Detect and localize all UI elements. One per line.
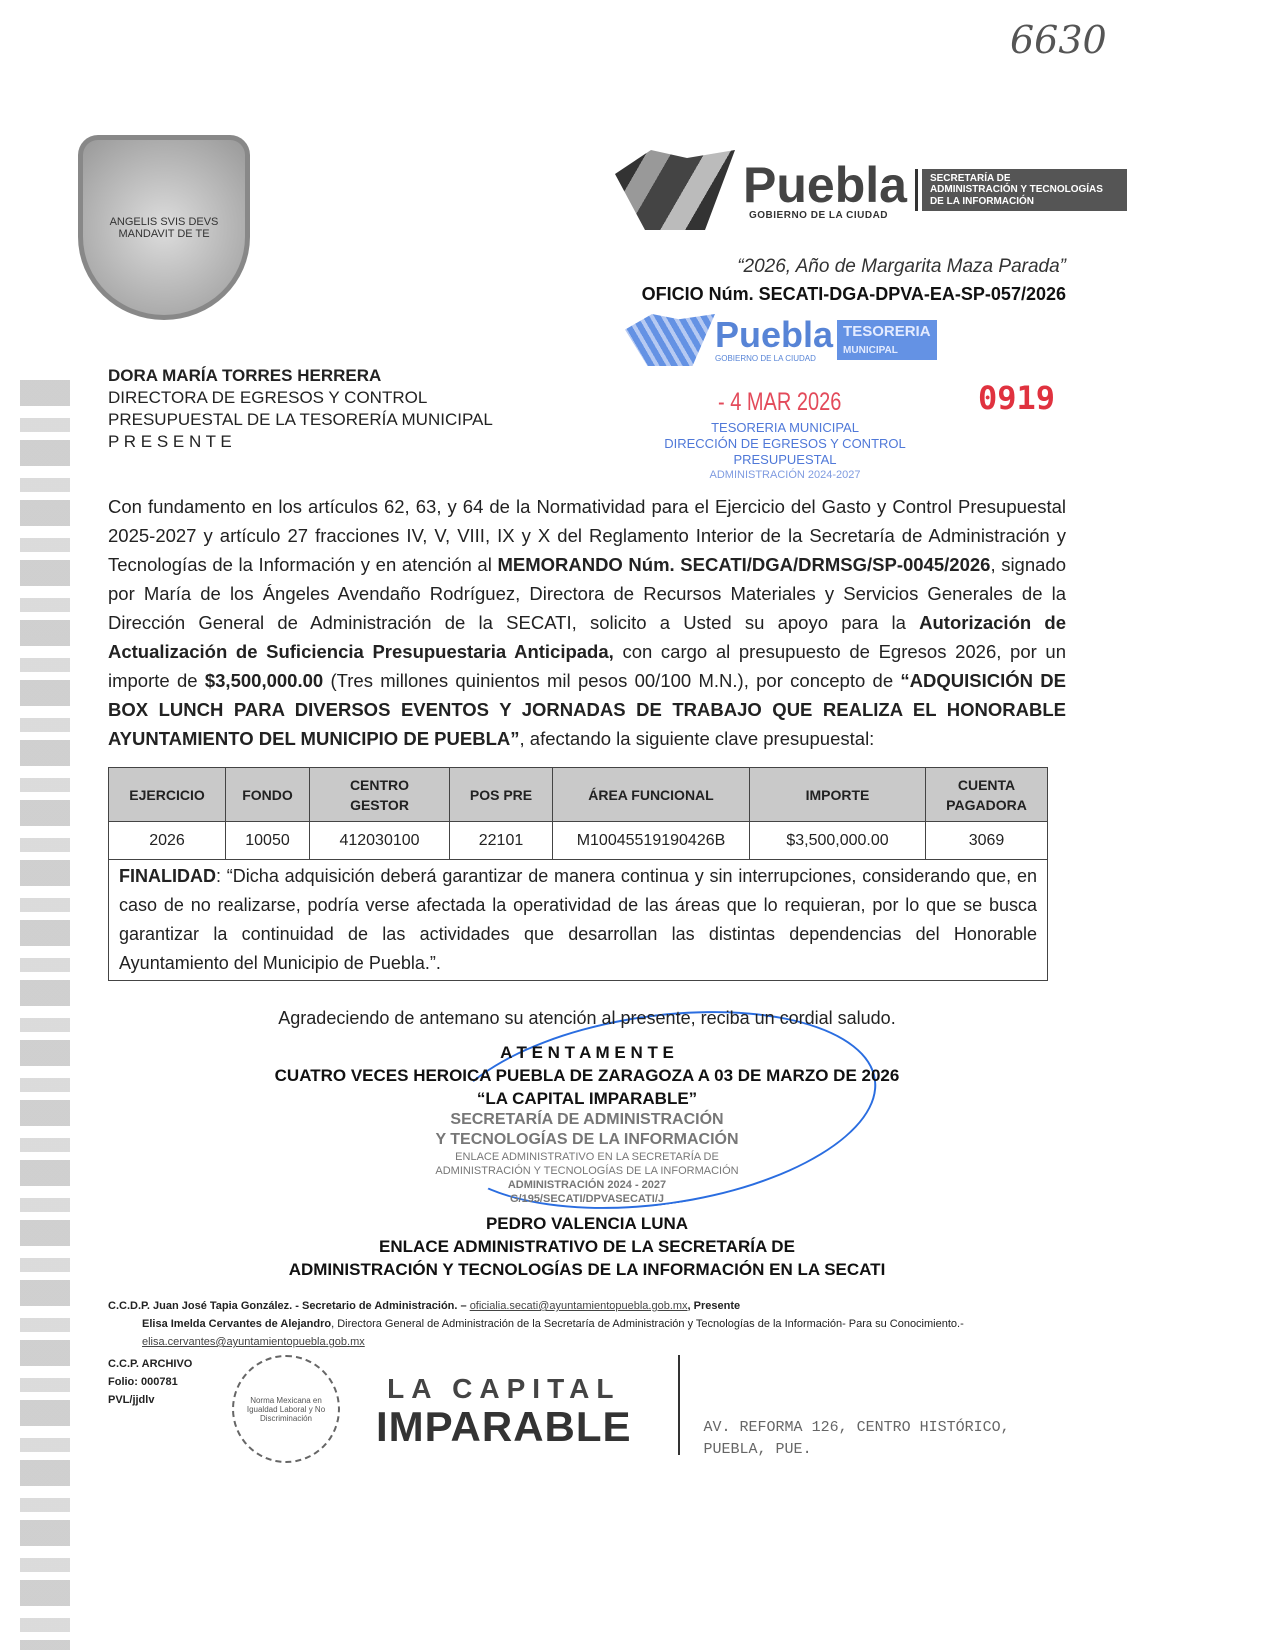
logo-box-line: DE LA INFORMACIÓN bbox=[929, 195, 1035, 207]
addressee-title: PRESUPUESTAL DE LA TESORERÍA MUNICIPAL bbox=[108, 410, 493, 429]
capital-top: LA CAPITAL bbox=[387, 1373, 621, 1404]
column-header: IMPORTE bbox=[750, 768, 926, 822]
addressee-name: DORA MARÍA TORRES HERRERA bbox=[108, 366, 382, 385]
signer-name: PEDRO VALENCIA LUNA bbox=[485, 1214, 689, 1233]
stamp-box-sub: MUNICIPAL bbox=[843, 345, 898, 356]
capital-bottom: IMPARABLE bbox=[376, 1403, 632, 1450]
address bbox=[704, 1417, 1010, 1461]
archivo: C.C.P. ARCHIVO bbox=[108, 1358, 193, 1370]
cc-email: elisa.cervantes@ayuntamientopuebla.gob.mx bbox=[142, 1336, 365, 1348]
puebla-logo-icon bbox=[615, 150, 735, 230]
footer bbox=[108, 1355, 1066, 1463]
table-cell: 3069 bbox=[926, 822, 1048, 860]
concept: “ADQUISICIÓN DE BOX LUNCH PARA DIVERSOS EVENTOS Y JORNADAS DE TRABAJO QUE REALIZA EL HONORABLE AYUNTAMIENTO DEL MUNICIPIO DE PUEBLA” bbox=[108, 670, 1067, 749]
signer-block bbox=[108, 1212, 1066, 1281]
closing-block bbox=[108, 1005, 1066, 1281]
column-header: POS PRE bbox=[450, 768, 553, 822]
folio: Folio: 000781 bbox=[108, 1376, 178, 1388]
archive-info bbox=[108, 1355, 232, 1409]
column-header: ÁREA FUNCIONAL bbox=[553, 768, 750, 822]
memo-number: MEMORANDO Núm. SECATI/DGA/DRMSG/SP-0045/2026 bbox=[497, 554, 991, 575]
stamp-line: TESORERIA MUNICIPAL bbox=[711, 420, 859, 435]
column-header: CUENTA PAGADORA bbox=[926, 768, 1048, 822]
address-line: AV. REFORMA 126, CENTRO HISTÓRICO, bbox=[703, 1419, 1010, 1436]
logo-box-line: SECRETARÍA DE bbox=[929, 172, 1011, 184]
body-text: , signado por María de los Ángeles Avendaño Rodríguez, Directora de Recursos Materiales y Servicios Generales de la Dirección General de Administración de la SECATI, solicito a Usted su apoyo para la bbox=[108, 554, 1066, 633]
cc-text: , Presente bbox=[687, 1300, 741, 1312]
addressee-title: DIRECTORA DE EGRESOS Y CONTROL bbox=[108, 388, 428, 407]
cc-email: oficialia.secati@ayuntamientopuebla.gob.mx bbox=[469, 1300, 688, 1312]
stamp-line: SECRETARÍA DE ADMINISTRACIÓN bbox=[450, 1111, 724, 1128]
oficio-number: OFICIO Núm. SECATI-DGA-DPVA-EA-SP-057/2026 bbox=[641, 284, 1066, 304]
handwritten-number: 6630 bbox=[1010, 18, 1107, 62]
stamp-line: DIRECCIÓN DE EGRESOS Y CONTROL bbox=[664, 436, 906, 451]
initials: PVL/jjdlv bbox=[108, 1394, 155, 1406]
place-date: CUATRO VECES HEROICA PUEBLA DE ZARAGOZA A 03 DE MARZO DE 2026 bbox=[274, 1066, 900, 1085]
signature-stamp bbox=[108, 1110, 1066, 1206]
table-cell: 412030100 bbox=[310, 822, 450, 860]
decorative-border bbox=[20, 380, 70, 1650]
address-line: PUEBLA, PUE. bbox=[703, 1441, 812, 1458]
tesoreria-stamp-logo bbox=[625, 314, 937, 366]
stamp-word: Puebla bbox=[715, 314, 834, 355]
stamp-line: ENLACE ADMINISTRATIVO EN LA SECRETARÍA DE bbox=[455, 1151, 719, 1163]
letter-content bbox=[108, 492, 1066, 1463]
logo-word: Puebla bbox=[743, 156, 907, 213]
budget-table bbox=[108, 767, 1048, 860]
body-text: (Tres millones quinientos mil pesos 00/100 M.N.), por concepto de bbox=[323, 670, 901, 691]
stamp-line: ADMINISTRACIÓN Y TECNOLOGÍAS DE LA INFORMACIÓN bbox=[435, 1165, 739, 1177]
cc-name: C.C.D.P. Juan José Tapia González. - Secretario de Administración. – bbox=[108, 1300, 470, 1312]
stamp-box-text: TESORERIA bbox=[843, 323, 931, 340]
finalidad-label: FINALIDAD bbox=[119, 866, 216, 886]
cc-name: Elisa Imelda Cervantes de Alejandro bbox=[142, 1318, 332, 1330]
puebla-logo bbox=[615, 150, 1127, 230]
slogan: “LA CAPITAL IMPARABLE” bbox=[476, 1089, 698, 1108]
footer-divider bbox=[678, 1355, 680, 1455]
stamp-box bbox=[837, 320, 937, 360]
cc-text: , Directora General de Administración de la Secretaría de Administración y Tecnologías de la Información- Para su Conocimiento.- bbox=[331, 1318, 964, 1330]
column-header: EJERCICIO bbox=[109, 768, 226, 822]
receipt-folio: 0919 bbox=[978, 379, 1056, 417]
stamp-line: PRESUPUESTAL bbox=[733, 452, 837, 467]
year-motto: “2026, Año de Margarita Maza Parada” bbox=[737, 256, 1066, 277]
received-date: - 4 MAR 2026 bbox=[718, 388, 842, 416]
capital-imparable-logo bbox=[376, 1373, 632, 1449]
stamp-line: ADMINISTRACIÓN 2024-2027 bbox=[709, 469, 861, 481]
finalidad-box bbox=[108, 860, 1048, 981]
table-cell: M10045519190426B bbox=[553, 822, 750, 860]
authorization-title: Autorización de Actualización de Suficiencia Presupuestaria Anticipada, bbox=[108, 612, 1066, 662]
logo-box-line: ADMINISTRACIÓN Y TECNOLOGÍAS bbox=[929, 184, 1103, 196]
column-header: CENTRO GESTOR bbox=[310, 768, 450, 822]
stamp-line: ADMINISTRACIÓN 2024 - 2027 bbox=[507, 1179, 667, 1191]
table-cell: 2026 bbox=[109, 822, 226, 860]
addressee bbox=[108, 365, 493, 453]
greeting: Agradeciendo de antemano su atención al presente, reciba un cordial saludo. bbox=[278, 1008, 896, 1028]
cc-list bbox=[108, 1297, 1066, 1351]
body-text: , afectando la siguiente clave presupuestal: bbox=[519, 728, 875, 749]
amount: $3,500,000.00 bbox=[204, 670, 324, 691]
table-cell: 10050 bbox=[226, 822, 310, 860]
body-text: con cargo al presupuesto de Egresos 2026, por un importe de bbox=[108, 641, 1066, 691]
signer-title: ADMINISTRACIÓN Y TECNOLOGÍAS DE LA INFORMACIÓN EN LA SECATI bbox=[288, 1260, 886, 1279]
table-cell: $3,500,000.00 bbox=[750, 822, 926, 860]
table-header-row bbox=[109, 768, 1048, 822]
column-header: FONDO bbox=[226, 768, 310, 822]
atentamente: A T E N T A M E N T E bbox=[500, 1043, 674, 1062]
secretaria-box bbox=[915, 169, 1127, 212]
presente: P R E S E N T E bbox=[108, 432, 232, 451]
stamp-logo-icon bbox=[625, 314, 715, 366]
finalidad-text: : “Dicha adquisición deberá garantizar de manera continua y sin interrupciones, considerando que, en caso de no realizarse, podría verse afectada la operatividad de las áreas que lo requieran, por lo que se busca garantizar la continuidad de las actividades que desarrollan las distintas dependencias del Honorable Ayuntamiento del Municipio de Puebla.”. bbox=[119, 866, 1037, 973]
body-paragraph bbox=[108, 492, 1066, 753]
stamp-line: G/195/SECATI/DPVASECATI/J bbox=[509, 1193, 665, 1205]
logo-sub: GOBIERNO DE LA CIUDAD bbox=[749, 209, 889, 221]
city-seal-logo: ANGELIS SVIS DEVS MANDAVIT DE TE bbox=[78, 135, 250, 320]
tesoreria-stamp-text bbox=[640, 420, 930, 482]
stamp-sub: GOBIERNO DE LA CIUDAD bbox=[715, 354, 816, 363]
stamp-line: Y TECNOLOGÍAS DE LA INFORMACIÓN bbox=[435, 1131, 739, 1148]
table-cell: 22101 bbox=[450, 822, 553, 860]
signer-title: ENLACE ADMINISTRATIVO DE LA SECRETARÍA DE bbox=[379, 1237, 795, 1256]
body-text: Con fundamento en los artículos 62, 63, y 64 de la Normatividad para el Ejercicio del Gasto y Control Presupuestal 2025-2027 y artículo 27 fracciones IV, V, VIII, IX y X del Reglamento Interior de la Secretaría de Administración y Tecnologías de la Información y en atención al bbox=[108, 496, 1066, 575]
table-row bbox=[109, 822, 1048, 860]
norma-igualdad-logo: Norma Mexicana en Igualdad Laboral y No Discriminación bbox=[232, 1355, 340, 1463]
